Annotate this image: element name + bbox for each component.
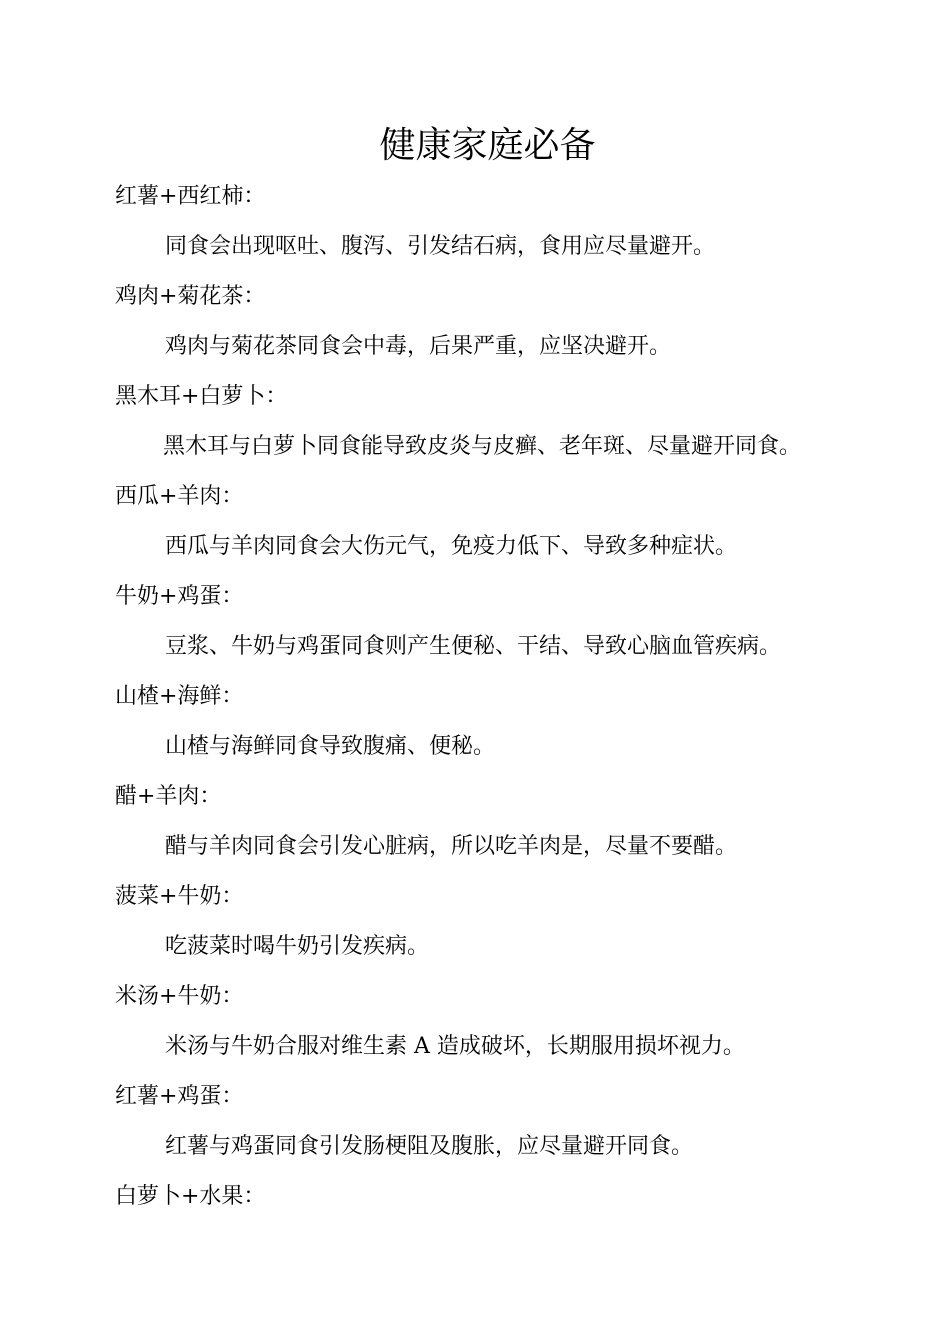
list-item xyxy=(115,772,915,872)
entry-heading: 白萝卜+水果： xyxy=(115,1184,266,1209)
list-item xyxy=(115,172,915,272)
entry-heading: 黑木耳+白萝卜： xyxy=(115,384,288,409)
entry-text: 鸡肉与菊花茶同食会中毒，后果严重，应坚决避开。 xyxy=(165,334,672,359)
entry-heading: 西瓜+羊肉： xyxy=(115,484,244,509)
list-item xyxy=(115,272,915,372)
entry-list xyxy=(115,172,915,1222)
entry-heading: 鸡肉+菊花茶： xyxy=(115,284,266,309)
entry-heading: 醋+羊肉： xyxy=(115,784,222,809)
list-item xyxy=(115,1172,915,1222)
entry-text: 西瓜与羊肉同食会大伤元气，免疫力低下、导致多种症状。 xyxy=(165,534,738,559)
list-item xyxy=(115,672,915,772)
entry-heading: 菠菜+牛奶： xyxy=(115,884,244,909)
entry-text: 醋与羊肉同食会引发心脏病，所以吃羊肉是，尽量不要醋。 xyxy=(165,834,738,859)
entry-text: 豆浆、牛奶与鸡蛋同食则产生便秘、干结、导致心脑血管疾病。 xyxy=(165,634,782,659)
entry-heading: 米汤+牛奶： xyxy=(115,984,244,1009)
entry-heading: 红薯+鸡蛋： xyxy=(115,1084,244,1109)
list-item xyxy=(115,572,915,672)
list-item xyxy=(115,472,915,572)
list-item xyxy=(115,372,915,472)
list-item xyxy=(115,1072,915,1172)
entry-heading: 山楂+海鲜： xyxy=(115,684,244,709)
list-item xyxy=(115,972,915,1072)
entry-heading: 牛奶+鸡蛋： xyxy=(115,584,244,609)
entry-text: 山楂与海鲜同食导致腹痛、便秘。 xyxy=(165,734,496,759)
entry-text: 米汤与牛奶合服对维生素 A 造成破坏，长期服用损坏视力。 xyxy=(165,1034,745,1059)
entry-text: 同食会出现呕吐、腹泻、引发结石病，食用应尽量避开。 xyxy=(165,234,716,259)
entry-heading: 红薯+西红柿： xyxy=(115,184,266,209)
page-title: 健康家庭必备 xyxy=(379,125,596,166)
entry-text: 红薯与鸡蛋同食引发肠梗阻及腹胀，应尽量避开同食。 xyxy=(165,1134,694,1159)
entry-text: 吃菠菜时喝牛奶引发疾病。 xyxy=(165,934,430,959)
entry-text: 黑木耳与白萝卜同食能导致皮炎与皮癣、老年斑、尽量避开同食。 xyxy=(163,434,802,459)
list-item xyxy=(115,872,915,972)
